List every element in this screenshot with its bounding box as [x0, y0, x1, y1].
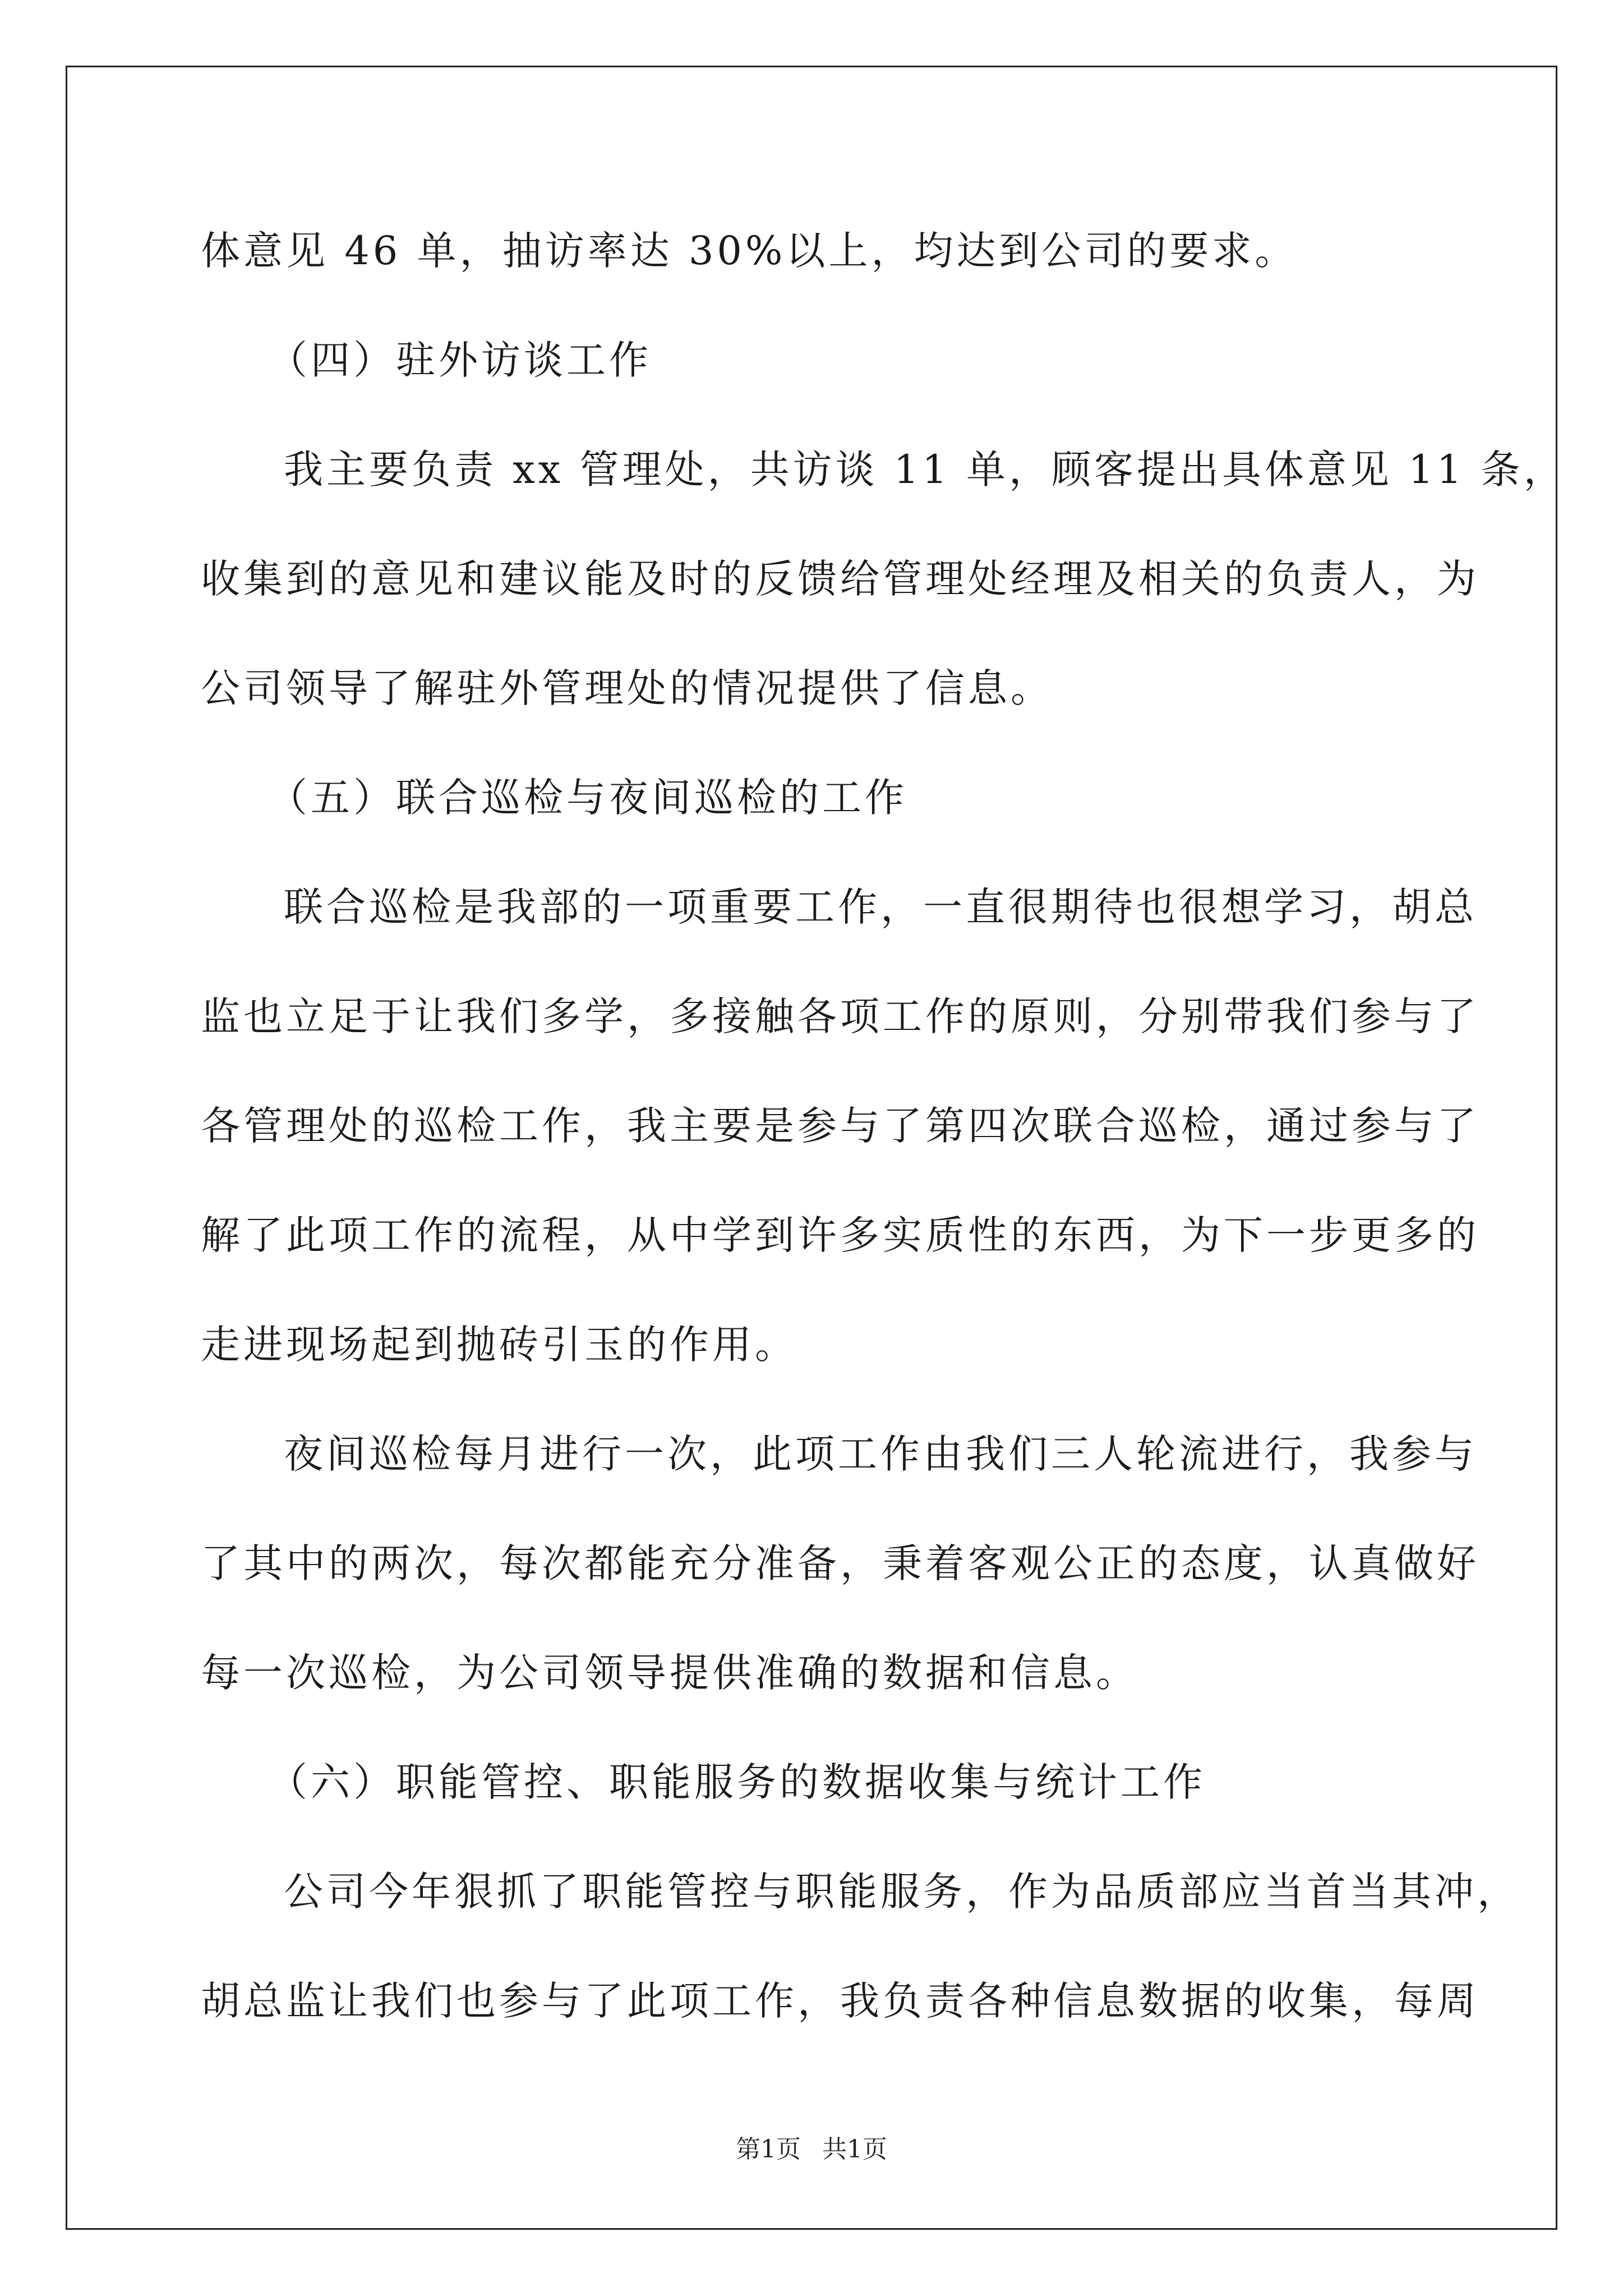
text-line: 夜间巡检每月进行一次，此项工作由我们三人轮流进行，我参与: [284, 1431, 1477, 1477]
text-line: 走进现场起到抛砖引玉的作用。: [201, 1322, 797, 1368]
section-heading: （四）驻外访谈工作: [268, 337, 652, 383]
text-line: 每一次巡检，为公司领导提供准确的数据和信息。: [201, 1650, 1138, 1696]
text-line: 公司领导了解驻外管理处的情况提供了信息。: [201, 665, 1053, 711]
text-line: 监也立足于让我们多学，多接触各项工作的原则，分别带我们参与了: [201, 993, 1479, 1039]
text-line: 了其中的两次，每次都能充分准备，秉着客观公正的态度，认真做好: [201, 1540, 1479, 1586]
section-heading: （五）联合巡检与夜间巡检的工作: [268, 775, 907, 821]
text-line: 公司今年狠抓了职能管控与职能服务，作为品质部应当首当其冲，: [284, 1869, 1520, 1915]
text-line: 体意见 46 单，抽访率达 30%以上，均达到公司的要求。: [201, 228, 1298, 274]
text-line: 各管理处的巡检工作，我主要是参与了第四次联合巡检，通过参与了: [201, 1103, 1479, 1149]
text-line: 解了此项工作的流程，从中学到许多实质性的东西，为下一步更多的: [201, 1212, 1479, 1258]
text-line: 联合巡检是我部的一项重要工作，一直很期待也很想学习，胡总: [284, 884, 1477, 930]
section-heading: （六）职能管控、职能服务的数据收集与统计工作: [268, 1759, 1206, 1805]
text-line: 胡总监让我们也参与了此项工作，我负责各种信息数据的收集，每周: [201, 1978, 1479, 2024]
page-number: 第1页: [736, 2135, 801, 2164]
document-body: [201, 196, 1566, 2056]
text-line: 我主要负责 xx 管理处，共访谈 11 单，顾客提出具体意见 11 条，: [284, 447, 1566, 493]
text-line: 收集到的意见和建议能及时的反馈给管理处经理及相关的负责人，为: [201, 556, 1479, 602]
page-footer: [0, 2129, 1623, 2165]
page-total: 共1页: [822, 2135, 887, 2164]
